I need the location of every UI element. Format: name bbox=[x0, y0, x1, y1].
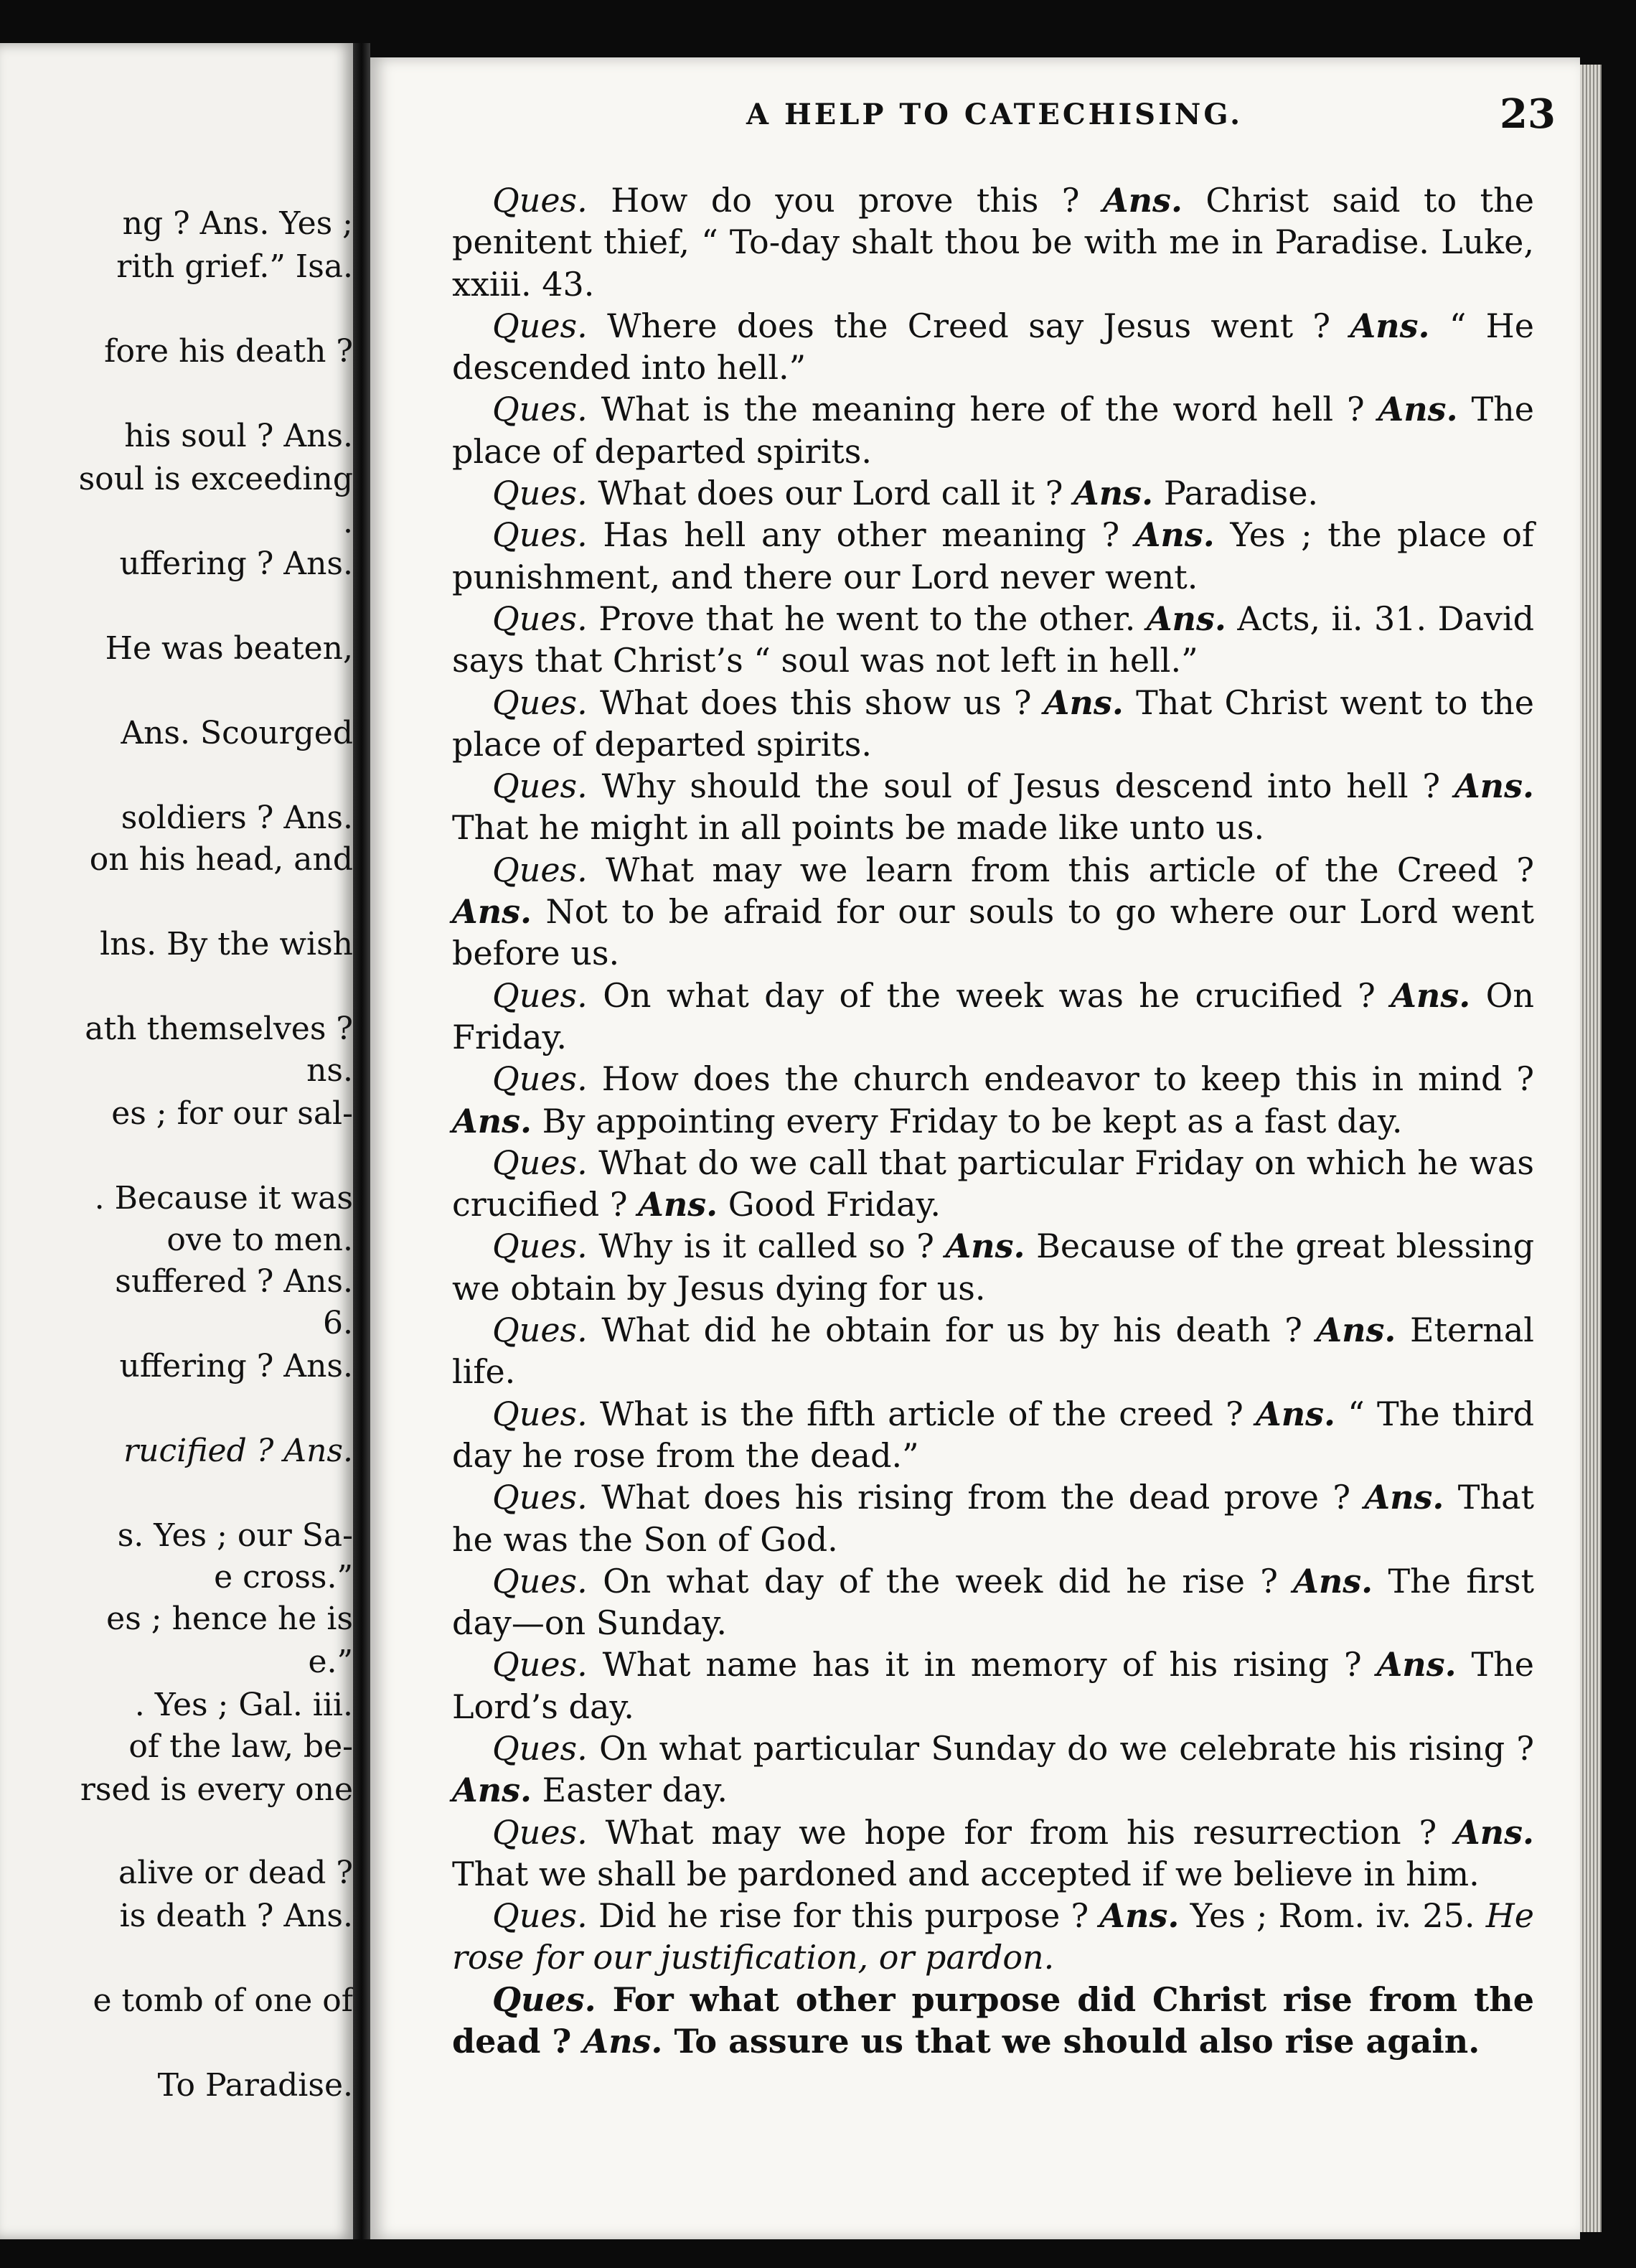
left-line: rucified ? Ans. bbox=[123, 1433, 353, 1469]
left-line: . Yes ; Gal. iii. bbox=[134, 1687, 353, 1723]
ans-label: Ans. bbox=[945, 1227, 1025, 1266]
answer-text: Not to be afraid for our souls to go where our Lord went before us. bbox=[452, 892, 1535, 973]
question-text: On what particular Sunday do we celebrate his rising ? bbox=[598, 1728, 1534, 1768]
ques-label: Ques. bbox=[492, 1394, 588, 1433]
ques-label: Ques. bbox=[492, 599, 588, 638]
question-text: How does the church endeavor to keep this in mind ? bbox=[601, 1059, 1534, 1099]
answer-text: “ The third day he rose from the dead.” bbox=[452, 1394, 1535, 1475]
ans-label: Ans. bbox=[452, 1101, 532, 1140]
left-line: e cross.” bbox=[214, 1559, 353, 1595]
qa-paragraph bbox=[452, 765, 1534, 849]
ques-label: Ques. bbox=[492, 1311, 588, 1350]
answer-text: Good Friday. bbox=[728, 1185, 941, 1224]
ques-label: Ques. bbox=[492, 767, 588, 806]
question-text: What does his rising from the dead prove ? bbox=[601, 1478, 1351, 1517]
question-text: Did he rise for this purpose ? bbox=[598, 1896, 1089, 1936]
left-line: of the law, be- bbox=[128, 1728, 353, 1765]
answer-text: The first day—on Sunday. bbox=[452, 1561, 1535, 1643]
qa-paragraph bbox=[452, 472, 1534, 514]
qa-paragraph bbox=[452, 1979, 1534, 2063]
question-text: What is the fifth article of the creed ? bbox=[600, 1394, 1244, 1433]
question-text: Has hell any other meaning ? bbox=[603, 515, 1120, 555]
ques-label: Ques. bbox=[492, 181, 588, 220]
qa-paragraph bbox=[452, 1812, 1534, 1896]
question-text: On what day of the week did he rise ? bbox=[603, 1561, 1278, 1601]
ques-label: Ques. bbox=[492, 683, 588, 722]
ques-label: Ques. bbox=[492, 1561, 588, 1601]
ques-label: Ques. bbox=[492, 850, 588, 889]
page-edges bbox=[1580, 65, 1602, 2232]
qa-paragraph bbox=[452, 1393, 1534, 1477]
left-line: 6. bbox=[323, 1305, 353, 1341]
qa-text-block bbox=[452, 179, 1534, 2062]
question-text: Prove that he went to the other. bbox=[598, 599, 1136, 638]
question-text: How do you prove this ? bbox=[611, 181, 1080, 220]
question-text: On what day of the week was he crucified ? bbox=[603, 975, 1376, 1015]
ans-label: Ans. bbox=[1391, 975, 1471, 1015]
background-edge bbox=[1602, 72, 1636, 2225]
answer-text: The Lord’s day. bbox=[452, 1645, 1535, 1726]
qa-paragraph bbox=[452, 514, 1534, 598]
question-text: What does this show us ? bbox=[600, 683, 1032, 722]
left-line: e.” bbox=[308, 1644, 353, 1680]
ques-label: Ques. bbox=[492, 1059, 588, 1099]
left-line: ove to men. bbox=[166, 1222, 353, 1258]
question-text: What did he obtain for us by his death ? bbox=[601, 1311, 1302, 1350]
qa-paragraph bbox=[452, 1895, 1534, 1979]
ans-label: Ans. bbox=[1364, 1478, 1444, 1517]
left-line: fore his death ? bbox=[104, 333, 353, 370]
answer-text: The place of departed spirits. bbox=[452, 390, 1535, 471]
left-line: To Paradise. bbox=[157, 2067, 353, 2104]
answer-text: To assure us that we should also rise again. bbox=[674, 2022, 1480, 2061]
left-line: ng ? Ans. Yes ; bbox=[122, 205, 353, 242]
ans-label: Ans. bbox=[583, 2022, 663, 2061]
ans-label: Ans. bbox=[1376, 1645, 1457, 1684]
left-line: ns. bbox=[306, 1052, 353, 1089]
answer-text: Paradise. bbox=[1163, 474, 1319, 513]
qa-paragraph bbox=[452, 975, 1534, 1059]
question-text: What name has it in memory of his rising ? bbox=[602, 1645, 1362, 1684]
left-line: ath themselves ? bbox=[85, 1011, 353, 1047]
ans-label: Ans. bbox=[1134, 515, 1215, 555]
ans-label: Ans. bbox=[1102, 181, 1183, 220]
ans-label: Ans. bbox=[638, 1185, 718, 1224]
answer-italic-text: He rose for our justification, or pardon. bbox=[452, 1896, 1535, 1977]
ques-label: Ques. bbox=[492, 975, 588, 1015]
answer-text: That he might in all points be made like unto us. bbox=[452, 808, 1265, 848]
question-text: What may we hope for from his resurrection ? bbox=[605, 1812, 1437, 1852]
ans-label: Ans. bbox=[1099, 1896, 1180, 1936]
left-line: es ; hence he is bbox=[106, 1601, 353, 1637]
answer-text: Christ said to the penitent thief, “ To-day shalt thou be with me in Paradise. Luke, xxiii. 43. bbox=[452, 181, 1535, 304]
ans-label: Ans. bbox=[1316, 1311, 1396, 1350]
question-text: What is the meaning here of the word hell ? bbox=[601, 390, 1365, 429]
ques-label: Ques. bbox=[492, 1227, 588, 1266]
answer-text: That he was the Son of God. bbox=[452, 1478, 1534, 1559]
ques-label: Ques. bbox=[492, 1143, 588, 1182]
ans-label: Ans. bbox=[1454, 1812, 1535, 1852]
ans-label: Ans. bbox=[1146, 599, 1226, 638]
left-line: uffering ? Ans. bbox=[119, 545, 353, 582]
left-line: Ans. Scourged bbox=[121, 715, 353, 751]
ans-label: Ans. bbox=[452, 892, 532, 932]
left-line: lns. By the wish bbox=[100, 926, 353, 962]
running-head: A HELP TO CATECHISING. bbox=[746, 98, 1244, 131]
left-line: es ; for our sal- bbox=[111, 1095, 353, 1132]
qa-paragraph bbox=[452, 1058, 1534, 1142]
left-page-fragment bbox=[0, 43, 353, 2239]
ans-label: Ans. bbox=[1256, 1394, 1336, 1433]
question-text: Where does the Creed say Jesus went ? bbox=[607, 306, 1331, 345]
question-text: What does our Lord call it ? bbox=[598, 474, 1063, 513]
question-text: What may we learn from this article of the Creed ? bbox=[606, 850, 1534, 889]
left-line: uffering ? Ans. bbox=[119, 1348, 353, 1384]
page-number: 23 bbox=[1500, 90, 1556, 138]
ques-label: Ques. bbox=[492, 474, 588, 513]
answer-text: That we shall be pardoned and accepted if we believe in him. bbox=[452, 1854, 1480, 1893]
left-line: rith grief.” Isa. bbox=[116, 248, 353, 285]
ans-label: Ans. bbox=[1293, 1561, 1373, 1601]
ques-label: Ques. bbox=[492, 306, 588, 345]
qa-paragraph bbox=[452, 1728, 1534, 1812]
qa-paragraph bbox=[452, 305, 1534, 389]
qa-paragraph bbox=[452, 388, 1534, 472]
left-line: soul is exceeding bbox=[78, 461, 353, 497]
ques-label: Ques. bbox=[492, 1728, 588, 1768]
answer-text: Yes ; the place of punishment, and there our Lord never went. bbox=[452, 515, 1535, 596]
question-text: For what other purpose did Christ rise from the dead ? bbox=[452, 1979, 1535, 2061]
ans-label: Ans. bbox=[1378, 390, 1458, 429]
left-line: alive or dead ? bbox=[118, 1855, 353, 1891]
qa-paragraph bbox=[452, 1476, 1534, 1560]
question-text: Why is it called so ? bbox=[598, 1227, 934, 1266]
qa-paragraph bbox=[452, 849, 1534, 975]
answer-text: “ He descended into hell.” bbox=[452, 306, 1535, 388]
qa-paragraph bbox=[452, 1644, 1534, 1728]
left-line: . bbox=[343, 504, 353, 540]
qa-paragraph bbox=[452, 1225, 1534, 1309]
left-line: on his head, and bbox=[89, 841, 353, 878]
qa-paragraph bbox=[452, 1309, 1534, 1393]
question-text: Why should the soul of Jesus descend into hell ? bbox=[601, 767, 1441, 806]
qa-paragraph bbox=[452, 1142, 1534, 1226]
ques-label: Ques. bbox=[492, 1645, 588, 1684]
book-gutter bbox=[353, 43, 370, 2239]
ques-label: Ques. bbox=[492, 390, 588, 429]
left-line: rsed is every one bbox=[80, 1771, 353, 1808]
answer-text: Easter day. bbox=[542, 1771, 728, 1810]
answer-text: By appointing every Friday to be kept as a fast day. bbox=[542, 1101, 1403, 1140]
ques-label: Ques. bbox=[492, 1812, 588, 1852]
answer-text: That Christ went to the place of departed spirits. bbox=[452, 683, 1535, 764]
answer-text: On Friday. bbox=[452, 975, 1534, 1056]
ans-label: Ans. bbox=[1454, 767, 1535, 806]
ans-label: Ans. bbox=[452, 1771, 532, 1810]
left-line: He was beaten, bbox=[105, 630, 353, 667]
answer-text: Eternal life. bbox=[452, 1311, 1535, 1392]
answer-text: Yes ; Rom. iv. 25. bbox=[1190, 1896, 1475, 1936]
ques-label: Ques. bbox=[492, 1478, 588, 1517]
left-line: . Because it was bbox=[94, 1180, 353, 1217]
left-line: suffered ? Ans. bbox=[115, 1263, 353, 1300]
qa-paragraph bbox=[452, 179, 1534, 305]
qa-paragraph bbox=[452, 682, 1534, 766]
ans-label: Ans. bbox=[1350, 306, 1430, 345]
qa-paragraph bbox=[452, 598, 1534, 682]
ques-label: Ques. bbox=[492, 1896, 588, 1936]
answer-text: Because of the great blessing we obtain by Jesus dying for us. bbox=[452, 1227, 1535, 1308]
ans-label: Ans. bbox=[1073, 474, 1154, 513]
left-line: soldiers ? Ans. bbox=[121, 800, 353, 836]
left-line: his soul ? Ans. bbox=[124, 418, 353, 454]
answer-text: Acts, ii. 31. David says that Christ’s “ soul was not left in hell.” bbox=[452, 599, 1535, 680]
ques-label: Ques. bbox=[492, 515, 588, 555]
ques-label: Ques. bbox=[492, 1979, 596, 2019]
left-line: is death ? Ans. bbox=[119, 1898, 353, 1934]
question-text: What do we call that particular Friday on which he was crucified ? bbox=[452, 1143, 1534, 1224]
left-line: s. Yes ; our Sa- bbox=[117, 1517, 353, 1554]
ans-label: Ans. bbox=[1043, 683, 1124, 722]
left-line: e tomb of one of bbox=[93, 1982, 353, 2019]
qa-paragraph bbox=[452, 1560, 1534, 1644]
